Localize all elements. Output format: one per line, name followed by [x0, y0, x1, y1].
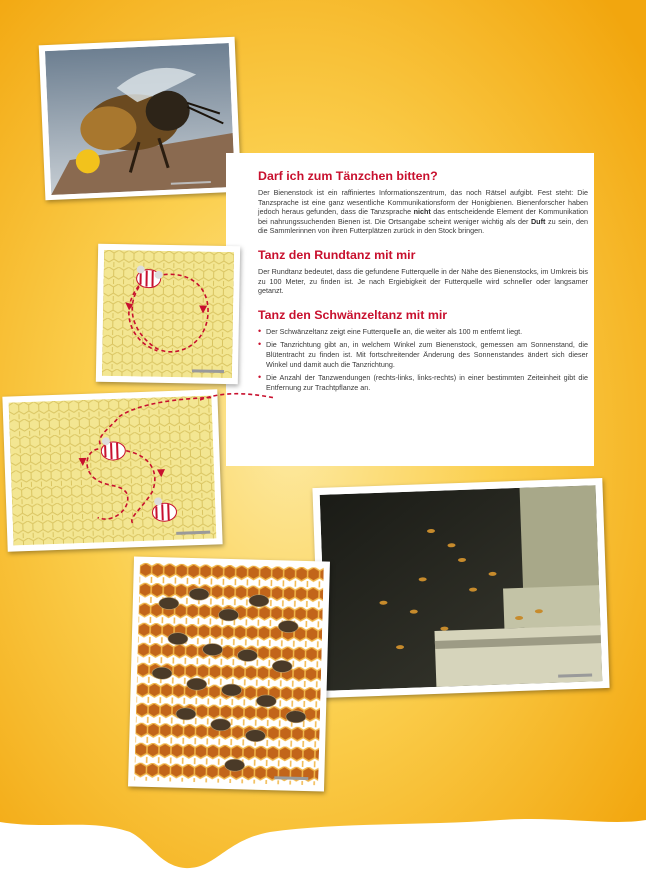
text-panel-content: [258, 169, 588, 396]
text-panel: [226, 153, 594, 466]
section2-title: Tanz den Rundtanz mit mir: [258, 247, 416, 262]
section3-title: Tanz den Schwänzeltanz mit mir: [258, 307, 448, 322]
waggle-dance-photo: [2, 389, 222, 551]
honeycomb-bees-image: [134, 563, 324, 786]
waggle-dance-diagram: [9, 396, 217, 546]
hive-entrance-photo: [312, 478, 609, 698]
round-dance-photo: [96, 244, 240, 384]
section3-bullet-list: [258, 327, 588, 393]
waggle-dance-connector: [200, 388, 280, 408]
section1-text: [258, 188, 588, 236]
section1-text-bold-duft: Duft: [530, 216, 546, 226]
hive-entrance-image: [320, 485, 603, 691]
section3-bullet: • Der Schwänzeltanz zeigt eine Futterquelle an, die weiter als 100 m entfernt liegt.: [258, 327, 588, 337]
section3-bullet: • Die Tanzrichtung gibt an, in welchem Winkel zum Bienenstock, gemessen am Sonnenstand, die Blütentracht zu finden ist. Mit fortschreitender Änderung des Sonnenstandes ändert sich dieser Winkel und damit auch die Tanzrichtung.: [258, 340, 588, 369]
round-dance-diagram: [102, 250, 234, 378]
section1-text-bold-nicht: nicht: [413, 207, 431, 217]
section3-bullet: • Die Anzahl der Tanzwendungen (rechts-links, links-rechts) in einer bestimmten Zeiteinheit gibt die Entfernung zur Trachtpflanze an.: [258, 373, 588, 392]
bee-closeup-photo: [39, 37, 242, 200]
honeycomb-bees-photo: [128, 556, 330, 791]
section2-text: Der Rundtanz bedeutet, dass die gefundene Futterquelle in der Nähe des Bienenstocks, im Umkreis bis zu 100 Meter, zu finden ist. Je nach Ergiebigkeit der Futterquelle wird schneller oder langsamer getanzt.: [258, 266, 588, 296]
bee-closeup-image: [45, 43, 235, 195]
section1-text-b: das entscheidende Element der Kommunikation bei nahrungssuchenden Bienen ist. Die Ortsangabe scheint weniger wichtig als der: [258, 207, 589, 226]
section1-text-a: Der Bienenstock ist ein raffiniertes Informationszentrum, das noch Rätsel aufgibt. Fest steht: Die Tanzsprache ist eine ganz wesentliche Kommunikationsform der Honigbienen. Bienenforscher haben jedoch heraus gefunden, dass die Tanzsprache: [258, 188, 588, 217]
section1-title: Darf ich zum Tänzchen bitten?: [258, 169, 438, 183]
section1-text-c: zu sein, den die Sammlerinnen von ihren Futterplätzen zurück in den Stock bringen.: [258, 216, 588, 236]
